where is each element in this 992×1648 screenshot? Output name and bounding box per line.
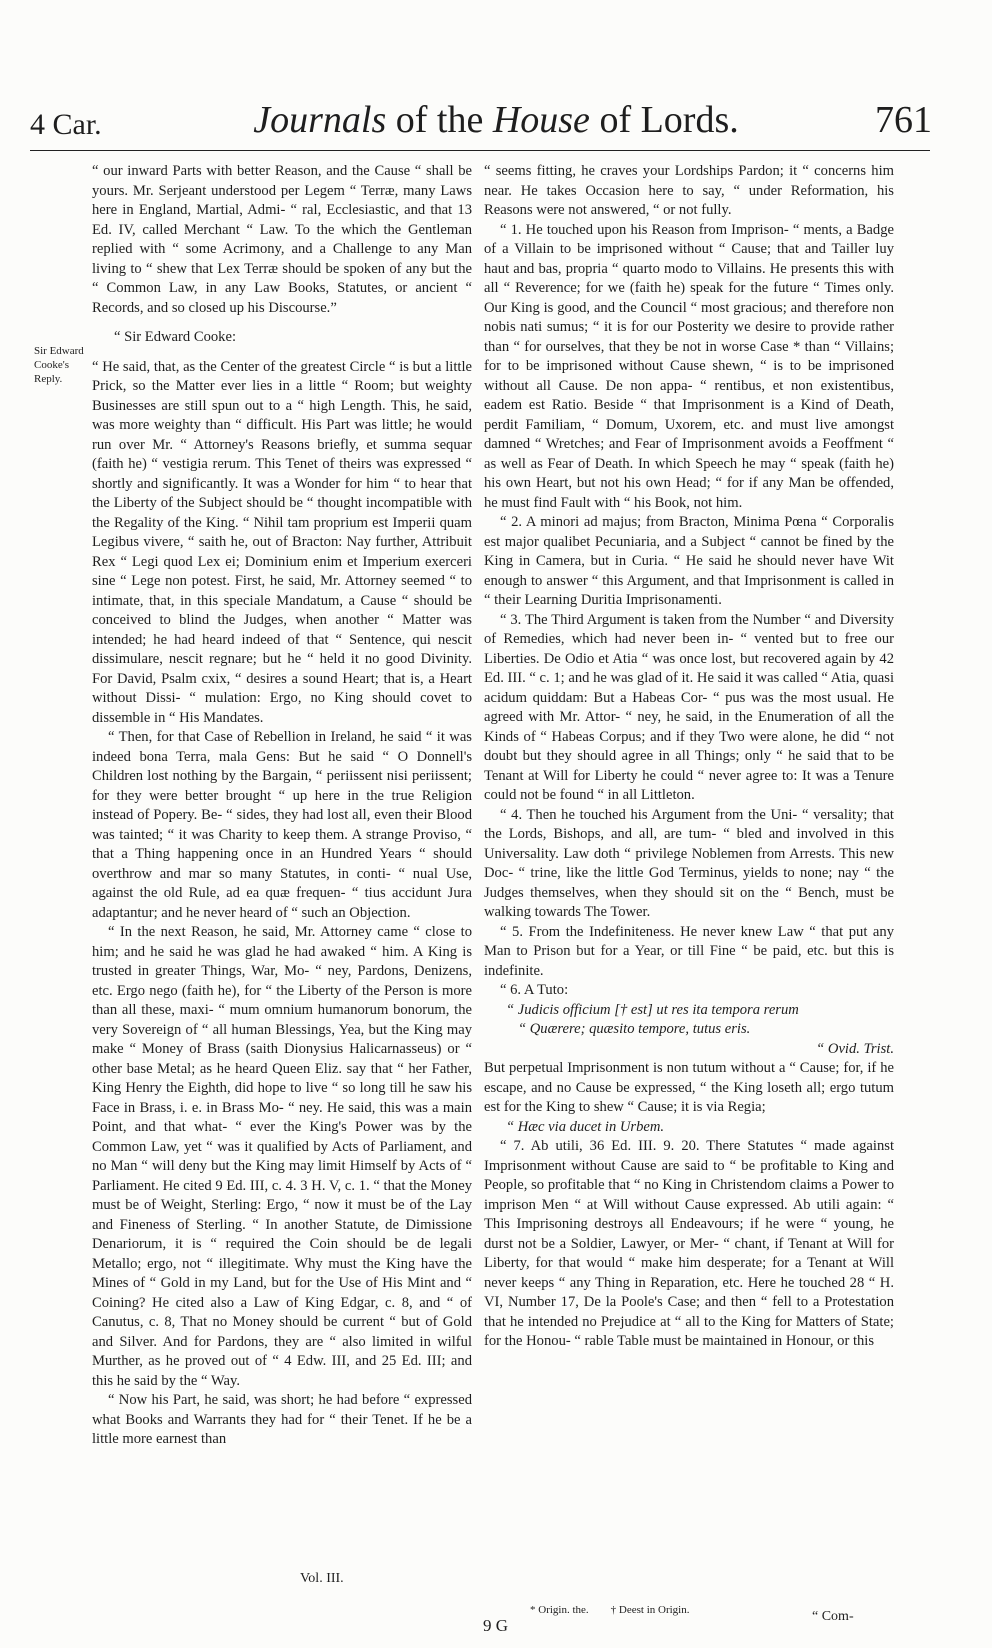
footnote: † Deest in Origin.	[610, 1604, 690, 1616]
speaker-heading: “ Sir Edward Cooke:	[114, 329, 236, 345]
left-column	[92, 162, 472, 1450]
footnotes	[530, 1604, 690, 1616]
signature-mark: 9 G	[483, 1616, 509, 1635]
footnote: * Origin. the.	[530, 1604, 589, 1616]
paragraph: But perpetual Imprisonment is non tutum without a “ Cause; for, if he escape, and no Cause be expressed, “ the King loseth all; ergo tutum est for the King to shew “ Cause; it is via Regia;	[484, 1060, 894, 1115]
paragraph: “ 1. He touched upon his Reason from Imprison- “ ments, a Badge of a Villain to be imprisoned without “ Cause; that and Tailler luy haut and bas, propria “ quarto modo to Villains. He presents this with all “ Reverence; for we (faith he) speak for the future “ Times only. Our King is good, and the Council “ most gracious; and therefore non nobis nati sumus; “ it is for our Posterity we desire to provide rather than “ for ourselves, that they be not in worse Case * than “ Villains; for to be imprisoned without Cause shewn, “ is to be imprisoned without all Cause. De non appa- “ rentibus, et non existentibus, eadem est Ratio. Beside “ that Imprisonment is a Kind of Death, perdit Familiam, “ Domum, Uxorem, etc. and must live amongst damned “ Wretches; and Fear of Imprisonment avoids a Feoffment “ as well as Fear of Death. In which Speech he may “ speak (faith he) his own Heart, but not his own Head; “ for if any Man be offended, he must find Fault with “ his Book, not him.	[484, 221, 894, 511]
page-footer	[0, 1571, 992, 1636]
paragraph: “ seems fitting, he craves your Lordships Pardon; it “ concerns him near. He takes Occasion here to say, “ under Reformation, his Reasons were not answered, “ or not fully.	[484, 163, 894, 218]
title-part-of: of	[589, 99, 641, 141]
paragraph: “ He said, that, as the Center of the greatest Circle “ is but a little Prick, so the Matter ever lies in a little “ Room; but weighty Businesses are still spun out to a “ high Length. This, he said, was more weighty than “ difficult. His Part was little; he would run over Mr. “ Attorney's Reasons briefly, et summa sequar (faith he) “ vestigia rerum. This Tenet of theirs was expressed “ shortly and significantly. It was a Wonder for him “ to hear that the Liberty of the Subject should be “ thought incompatible with the Regality of the King. “ Nihil tam proprium est Imperii quam Legibus vivere, “ saith he, out of Bracton: Nay further, Attribuit Rex “ Legi quod Lex ei; Dominium enim et Imperium exerceri sine “ Lege non potest. First, he said, Mr. Attorney seemed “ to intimate, that, in this speciale Mandatum, a Cause “ should be conceived to blind the Judges, when another “ Matter was intended; he had heard indeed of that “ Sentence, qui nescit dissimulare, nescit regnare; but he “ held it no good Divinity. For David, Psalm cxix, “ desires a sound Heart; that is, a Heart without Dissi- “ mulation: Ergo, no King should covet to dissemble in “ His Mandates.	[92, 358, 472, 726]
paragraph: “ 6. A Tuto:	[500, 982, 569, 998]
margin-note: Sir Edward Cooke's Reply.	[34, 345, 84, 385]
catchword: “ Com-	[812, 1609, 854, 1624]
paragraph: “ Now his Part, he said, was short; he had before “ expressed what Books and Warrants they had for “ their Tenet. If he be a little more earnest than	[92, 1392, 472, 1447]
page-header	[0, 98, 992, 158]
title-part-house: House	[492, 99, 590, 141]
running-head-left: 4 Car.	[30, 108, 102, 141]
verse-source: “ Ovid. Trist.	[816, 1040, 894, 1057]
verse-line: “ Quærere; quæsito tempore, tutus eris.	[518, 1021, 751, 1037]
page-number: 761	[875, 99, 932, 141]
paragraph: “ 7. Ab utili, 36 Ed. III. 9. 20. There Statutes “ made against Imprisonment without Cause are said to “ be profitable to King and People, so profitable that “ no King in Christendom claims a Power to imprison Men “ at Will without Cause expressed. Ab utili again: “ This Imprisoning destroys all Endeavours; if he were “ young, he durst not be a Soldier, Lawyer, or Mer- “ chant, if Tenant at Will for Liberty, for that would “ make him desperate; for a Tenant at Will never keeps “ any Thing in Reparation, etc. Here he touched 28 “ H. VI, Number 17, De la Poole's Case; and then “ fell to a Protestation that he intended no Prejudice at “ all to the King for Matters of State; for the Honou- “ rable Table must be maintained in Honour, or this	[484, 1138, 894, 1349]
paragraph: “ Then, for that Case of Rebellion in Ireland, he said “ it was indeed bona Terra, mala Gens: But he said “ O Donnell's Children lost nothing by the Bargain, “ periissent nisi periissent; for they were better brought “ up here in the true Religion instead of Popery. Be- “ sides, they had lost all, even their Blood was tainted; “ it was Charity to keep them. A strange Proviso, “ that a Thing happening once in an Hundred Years “ should overthrow and mar so many Statutes, in conti- “ nual Use, against the old Rule, ad ea quæ frequen- “ tius accidunt Jura adaptantur; and he never heard of “ such an Objection.	[92, 729, 472, 921]
verse-line: “ Judicis officium [† est] ut res ita tempora rerum	[506, 1001, 799, 1018]
header-rule	[30, 150, 930, 151]
title-part-journals: Journals	[253, 99, 387, 141]
title-part-of-the: of the	[386, 99, 493, 141]
verse-line: “ Hæc via ducet in Urbem.	[506, 1118, 665, 1135]
paragraph: “ our inward Parts with better Reason, and the Cause “ shall be yours. Mr. Serjeant understood per Legem “ Terræ, many Laws here in England, Martial, Admi- “ ral, Ecclesiastic, and that 13 Ed. IV, called Merchant “ Law. To the which the Gentleman replied with “ some Acrimony, and a Challenge to any Man living to “ shew that Lex Terræ should be spoken of any but the “ Common Law, in any Law Books, Statutes, or ancient “ Records, and so closed up his Discourse.”	[92, 163, 472, 316]
title-part-lords: Lords.	[640, 99, 739, 141]
right-column	[484, 162, 894, 1352]
paragraph: “ 5. From the Indefiniteness. He never knew Law “ that put any Man to Prison but for a Year, or till Fine “ be paid, etc. but this is indefinite.	[484, 923, 894, 979]
paragraph: “ 3. The Third Argument is taken from the Number “ and Diversity of Remedies, which had never been in- “ vented but to free our Liberties. De Odio et Atia “ was once lost, but recovered again by 42 Ed. III. “ c. 1; and he was glad of it. He said it was called “ Atia, quasi acidum quiddam: But a Habeas Cor- “ pus was the most usual. He agreed with Mr. Attor- “ ney, he said, in the Enumeration of all the Kinds of “ Habeas Corpus; and if they Two were alone, he did “ not doubt but they should agree in all Things; only “ he said that to be Tenant at Will for Liberty he could “ never agree to: It was a Tenure could not be found “ in all Littleton.	[484, 611, 894, 803]
running-title	[0, 98, 992, 142]
paragraph: “ In the next Reason, he said, Mr. Attorney came “ close to him; and he said he was glad he had awaked “ him. A King is trusted in greater Things, War, Mo- “ ney, Pardons, Denizens, etc. Ergo nego (faith he), for “ the Liberty of the Person is more than all these, maxi- “ mum omnium humanorum bonorum, the very Sovereign of “ all human Blessings, Yea, but the King may make “ Money of Brass (saith Dionysius Halicarnasseus) or “ other base Metal; as he heard Queen Eliz. say that “ her Father, King Henry the Eighth, did hope to live “ so long till he saw his Face in Brass, i. e. in Brass Mo- “ ney. He said, this was a main Point, and that what- “ ever the King's Power was by the Common Law, yet “ was it qualified by Acts of Parliament, and no Man “ will deny but the King may limit Himself by Acts of “ Parliament. He cited 9 Ed. III, c. 4. 3 H. V, c. 1. “ that the Money must be of Weight, Sterling: Ergo, “ now it must be of the Lay and Fineness of Sterling. “ In another Statute, de Dimissione Denariorum, it is “ required the Coin should be de legali Metallo; ergo, not “ illegitimate. Why must the King have the Mines of “ Gold in my Land, but for the Use of His Mint and “ Coining? He cited also a Law of King Edgar, c. 8, and “ of Canutus, c. 8, That no Money should be current “ but of Gold and Silver. And for Pardons, they are “ also limited in wilful Murther, as he proved out of “ 4 Edw. III, and 25 Ed. III; and this he said by the “ Way.	[92, 924, 472, 1389]
volume-label: Vol. III.	[300, 1571, 344, 1586]
paragraph: “ 2. A minori ad majus; from Bracton, Minima Pœna “ Corporalis est major qualibet Pecuniaria, and a Subject “ cannot be fined by the King in Camera, but in Curia. “ He said he should never have Wit enough to answer “ this Argument, and that Imprisonment is called in “ their Learning Duritia Imprisonamenti.	[484, 514, 894, 608]
paragraph: “ 4. Then he touched his Argument from the Uni- “ versality; that the Lords, Bishops, and all, are tum- “ bled and involved in this Universality. Law doth “ privilege Noblemen from Arrests. This new Doc- “ trine, like the little God Terminus, yields to none; nay “ the Judges themselves, when they should sit on the “ Bench, must be walking towards The Tower.	[484, 806, 894, 920]
